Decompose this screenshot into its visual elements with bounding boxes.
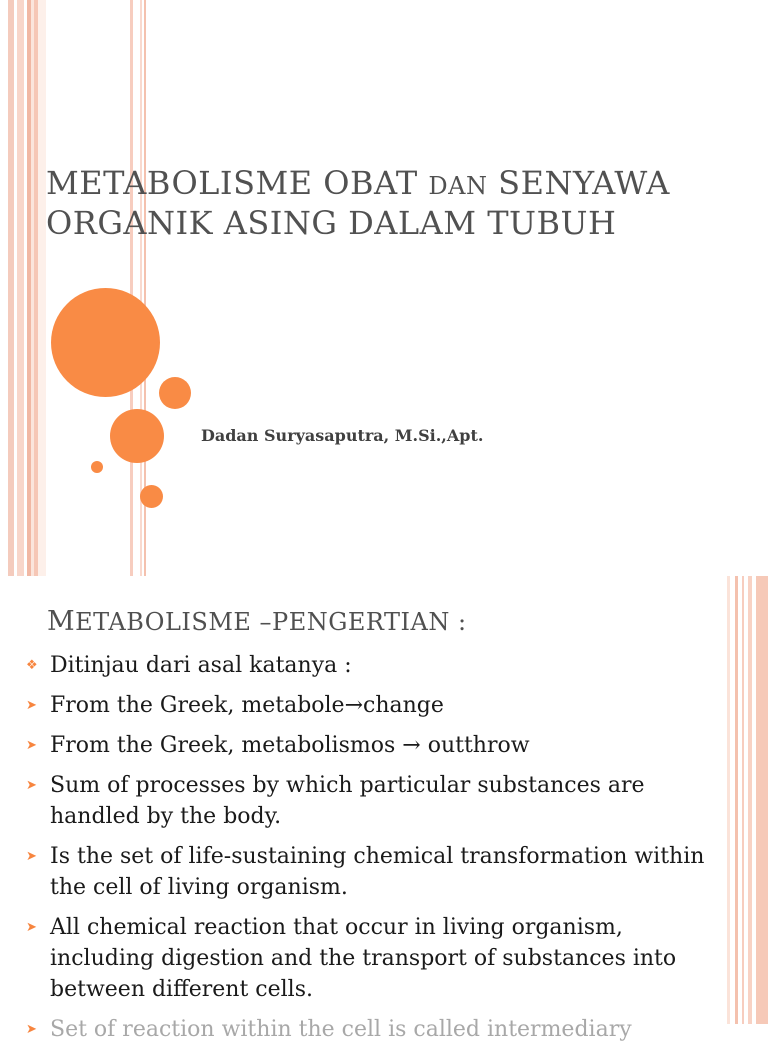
bullet-list	[26, 650, 716, 1054]
bullet-item	[26, 690, 716, 721]
decor-stripe	[17, 0, 24, 576]
bullet-item	[26, 730, 716, 761]
arrow-bullet-icon: ➤	[26, 1022, 37, 1037]
arrow-bullet-icon: ➤	[26, 849, 37, 864]
arrow-bullet-icon: ➤	[26, 738, 37, 753]
bullet-item	[26, 1014, 716, 1045]
decor-stripe	[756, 576, 768, 1024]
decor-stripe	[742, 576, 744, 1024]
decor-stripe	[38, 0, 46, 576]
author-name: Dadan Suryasaputra, M.Si.,Apt.	[201, 426, 484, 445]
arrow-bullet-icon: ➤	[26, 778, 37, 793]
decor-circle	[159, 377, 191, 409]
decor-stripe	[0, 0, 8, 576]
decor-circle	[91, 461, 103, 473]
decor-stripe	[735, 576, 738, 1024]
bullet-text: Is the set of life-sustaining chemical transformation within the cell of living organism.	[50, 844, 705, 900]
decor-circle	[110, 409, 164, 463]
bullet-text: Ditinjau dari asal katanya :	[50, 653, 352, 678]
title-text-line2: ORGANIK ASING DALAM TUBUH	[46, 204, 617, 242]
heading-text: ETABOLISME –PENGERTIAN :	[75, 608, 467, 636]
diamond-bullet-icon: ❖	[26, 658, 38, 673]
bullet-text: Sum of processes by which particular substances are handled by the body.	[50, 773, 645, 829]
heading-initial: M	[47, 606, 76, 637]
title-text-small: DAN	[428, 172, 488, 200]
bullet-text: All chemical reaction that occur in living organism, including digestion and the transport of substances into between different cells.	[50, 915, 677, 1002]
title-text: METABOLISME OBAT	[46, 164, 429, 202]
bullet-text: Set of reaction within the cell is called intermediary	[50, 1017, 632, 1042]
title-text: SENYAWA	[487, 164, 670, 202]
slide-title	[46, 165, 746, 242]
arrow-bullet-icon: ➤	[26, 698, 37, 713]
decor-circle	[51, 288, 160, 397]
decor-circle	[140, 485, 163, 508]
decor-stripe	[727, 576, 730, 1024]
decor-stripe	[130, 0, 133, 576]
bullet-item	[26, 912, 716, 1005]
bullet-item	[26, 841, 716, 903]
content-slide	[0, 576, 768, 1042]
bullet-item	[26, 770, 716, 832]
bullet-text: From the Greek, metabolismos → outthrow	[50, 733, 530, 758]
bullet-item	[26, 650, 716, 681]
bullet-text: From the Greek, metabole→change	[50, 693, 444, 718]
arrow-bullet-icon: ➤	[26, 920, 37, 935]
slide-heading	[47, 606, 467, 637]
